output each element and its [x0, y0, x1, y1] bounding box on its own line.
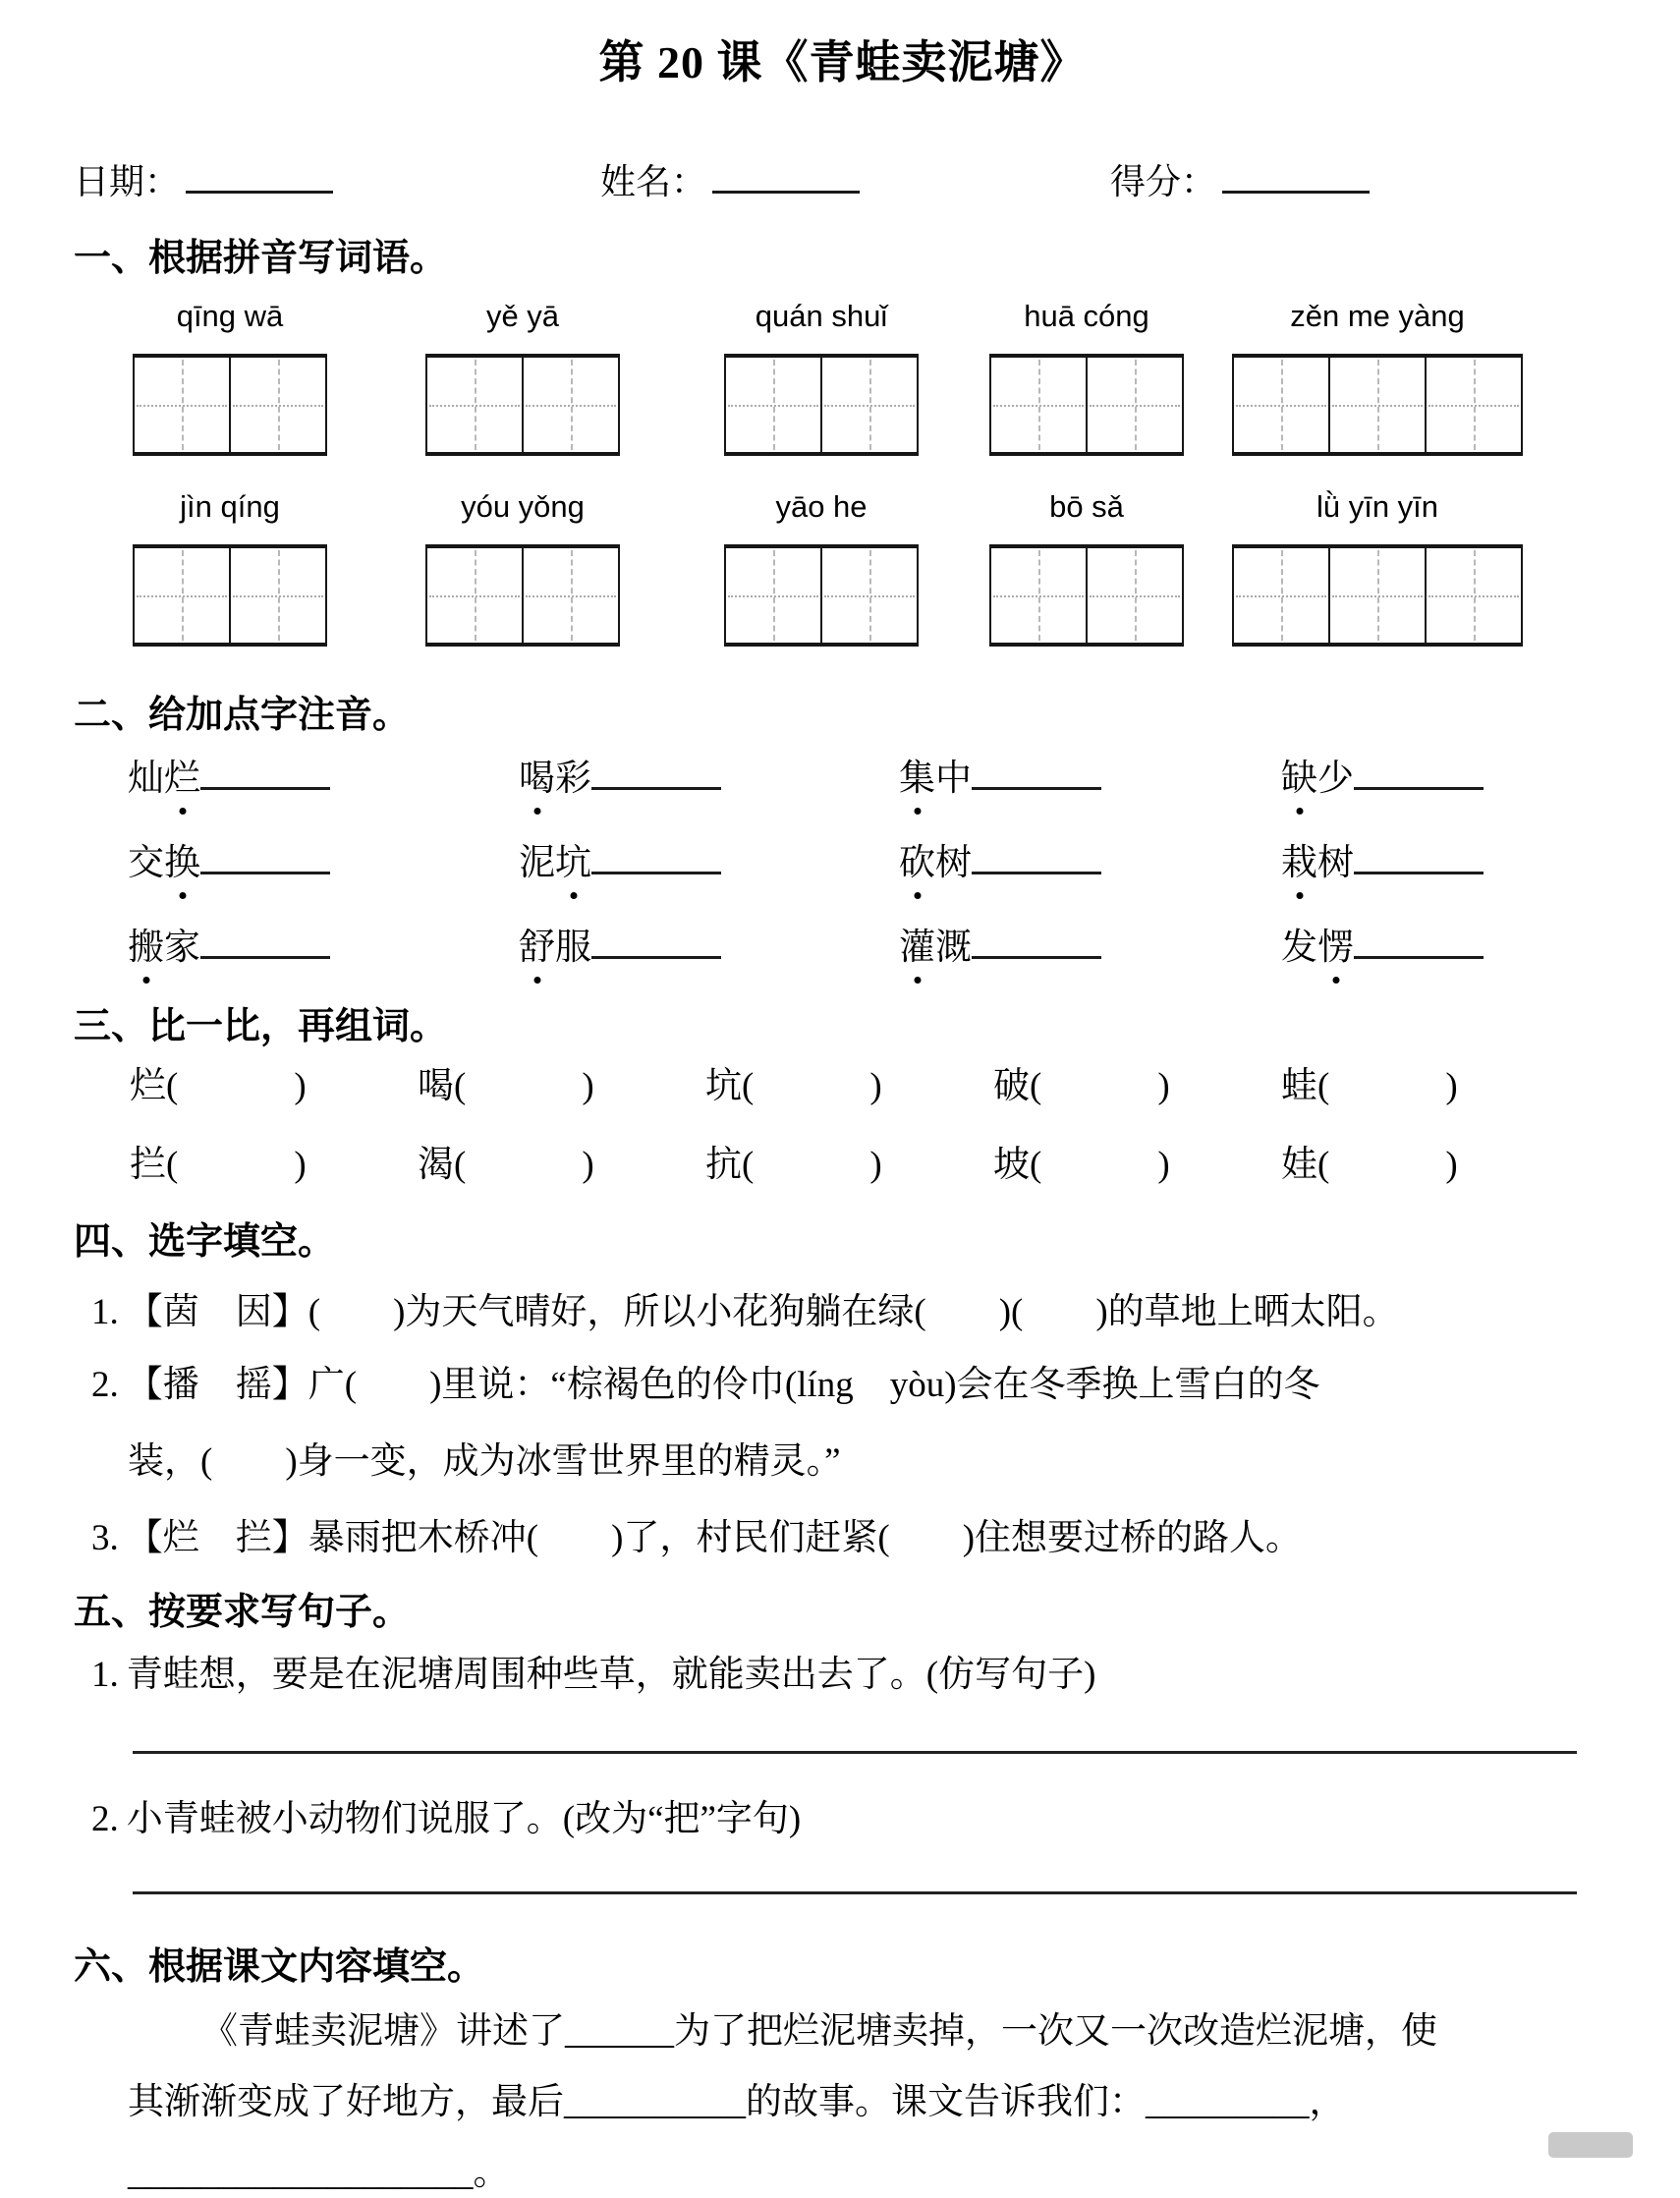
score-blank-line[interactable] — [1222, 153, 1370, 194]
choice-brackets: 【茵 因】 — [126, 1292, 308, 1332]
word-char: 交 — [128, 843, 164, 883]
word-char: 泥 — [519, 843, 555, 883]
pinyin-label: qīng wā — [176, 299, 284, 333]
paren-close: ) — [582, 1066, 594, 1106]
compare-char: 拦 — [130, 1145, 166, 1185]
paren-close: ) — [1157, 1145, 1170, 1185]
word-block — [724, 487, 919, 647]
answer-writing-line[interactable] — [133, 1891, 1577, 1894]
dotted-char: 换 — [164, 840, 200, 887]
pinyin-answer-line[interactable] — [200, 832, 330, 874]
annotation-item — [128, 832, 519, 887]
fill-item-2-line-2 — [74, 1437, 1611, 1487]
name-label: 姓名： — [600, 162, 707, 201]
annotation-item — [899, 832, 1281, 887]
paren-open: ( — [1030, 1145, 1042, 1185]
dotted-char: 舒 — [519, 925, 555, 972]
word-char: 树 — [1317, 843, 1354, 883]
paren-close: ) — [869, 1145, 882, 1185]
compare-item — [705, 1063, 993, 1110]
dotted-char: 栽 — [1281, 840, 1317, 887]
choice-brackets: 【播 摇】 — [126, 1365, 308, 1405]
word-char: 彩 — [555, 759, 591, 799]
item-number: 1. — [91, 1655, 119, 1695]
writing-grid[interactable] — [989, 354, 1184, 456]
annotation-item — [519, 748, 899, 803]
pinyin-label: zěn me yàng — [1290, 299, 1465, 333]
compare-char: 娃 — [1281, 1145, 1317, 1185]
writing-grid[interactable] — [133, 354, 327, 456]
section5-heading: 五、按要求写句子。 — [74, 1592, 411, 1633]
word-block — [133, 297, 327, 456]
dotted-char: 缺 — [1281, 756, 1317, 803]
writing-grid[interactable] — [989, 544, 1184, 647]
section2-heading: 二、给加点字注音。 — [74, 695, 411, 736]
item-number: 2. — [91, 1365, 119, 1405]
tianzige-cell[interactable] — [820, 358, 917, 452]
word-block — [425, 487, 620, 647]
pinyin-label: huā cóng — [1024, 299, 1149, 333]
paren-close: ) — [294, 1066, 307, 1106]
tianzige-cell[interactable] — [1234, 358, 1328, 452]
section3-heading: 三、比一比，再组词。 — [74, 1006, 448, 1047]
sentence-item-1 — [74, 1651, 1611, 1700]
fill-item-2-line-1 — [74, 1361, 1611, 1410]
word-block — [989, 297, 1184, 456]
pinyin-answer-line[interactable] — [591, 917, 721, 959]
section1-heading: 一、根据拼音写词语。 — [74, 238, 448, 279]
dotted-char: 灌 — [899, 925, 935, 972]
dotted-char: 烂 — [164, 756, 200, 803]
paren-open: ( — [454, 1066, 467, 1106]
tianzige-cell[interactable] — [229, 548, 325, 643]
tianzige-cell[interactable] — [1328, 358, 1425, 452]
tianzige-cell[interactable] — [991, 358, 1086, 452]
compare-item — [130, 1063, 418, 1110]
compare-char: 坑 — [705, 1066, 742, 1106]
dotted-char: 坑 — [555, 840, 591, 887]
pinyin-answer-line[interactable] — [200, 748, 330, 790]
item-number: 2. — [91, 1799, 119, 1839]
date-field — [74, 153, 333, 205]
paren-open: ( — [166, 1066, 179, 1106]
pinyin-answer-line[interactable] — [1354, 748, 1484, 790]
compare-char: 烂 — [130, 1066, 166, 1106]
paren-close: ) — [1445, 1066, 1458, 1106]
compare-char: 喝 — [418, 1066, 454, 1106]
date-label: 日期： — [74, 162, 181, 201]
fill-item-3 — [74, 1514, 1611, 1563]
dotted-char: 砍 — [899, 840, 935, 887]
word-char: 中 — [935, 759, 972, 799]
header-row — [74, 153, 1611, 205]
item-number: 1. — [91, 1292, 119, 1332]
annotation-item — [519, 917, 899, 972]
date-blank-line[interactable] — [186, 153, 333, 194]
passage-line-2: 其渐渐变成了好地方，最后__________的故事。课文告诉我们：_________， — [128, 2082, 1346, 2122]
passage-line-3: ___________________。 — [128, 2153, 510, 2193]
word-char: 家 — [164, 928, 200, 968]
annotation-item — [899, 748, 1281, 803]
name-field — [600, 153, 860, 205]
item-text: 广( )里说：“棕褐色的伶巾(líng yòu)会在冬季换上雪白的冬 — [308, 1365, 1320, 1405]
item-text: 小青蛙被小动物们说服了。(改为“把”字句) — [126, 1799, 802, 1839]
item-number: 3. — [91, 1518, 119, 1558]
pinyin-answer-line[interactable] — [1354, 917, 1484, 959]
word-block — [425, 297, 620, 456]
pinyin-label: quán shuǐ — [755, 299, 888, 333]
compare-words-grid — [74, 1063, 1611, 1189]
compare-char: 抗 — [705, 1145, 742, 1185]
tianzige-cell[interactable] — [1425, 548, 1521, 643]
compare-item — [418, 1142, 705, 1189]
tianzige-cell[interactable] — [427, 358, 522, 452]
annotation-item — [1281, 832, 1611, 887]
pinyin-label: yāo he — [775, 489, 868, 524]
name-blank-line[interactable] — [712, 153, 860, 194]
writing-grid[interactable] — [425, 544, 620, 647]
paren-open: ( — [166, 1145, 179, 1185]
paren-open: ( — [1317, 1145, 1330, 1185]
word-char: 树 — [935, 843, 972, 883]
annotation-item — [128, 748, 519, 803]
tianzige-cell[interactable] — [1328, 548, 1425, 643]
choice-brackets: 【烂 拦】 — [126, 1518, 308, 1558]
tianzige-cell[interactable] — [427, 548, 522, 643]
dotted-char: 搬 — [128, 925, 164, 972]
paren-open: ( — [1317, 1066, 1330, 1106]
compare-char: 蛙 — [1281, 1066, 1317, 1106]
fill-item-1 — [74, 1288, 1611, 1337]
word-block — [1232, 297, 1523, 456]
annotation-words-grid — [74, 748, 1611, 972]
page-title: 第 20 课《青蛙卖泥塘》 — [598, 37, 1087, 87]
pinyin-answer-line[interactable] — [972, 748, 1101, 790]
writing-grid[interactable] — [1232, 544, 1523, 647]
compare-item — [418, 1063, 705, 1110]
annotation-item — [128, 917, 519, 972]
compare-char: 坡 — [993, 1145, 1030, 1185]
pinyin-label: yóu yǒng — [461, 489, 585, 524]
word-block — [724, 297, 919, 456]
compare-item — [993, 1142, 1281, 1189]
writing-grid[interactable] — [724, 544, 919, 647]
tianzige-cell[interactable] — [1086, 358, 1182, 452]
tianzige-cell[interactable] — [991, 548, 1086, 643]
paren-open: ( — [742, 1066, 755, 1106]
pinyin-words-row-1 — [74, 297, 1611, 456]
score-label: 得分： — [1110, 162, 1217, 201]
item-text: 青蛙想，要是在泥塘周围种些草，就能卖出去了。(仿写句子) — [126, 1655, 1096, 1695]
tianzige-cell[interactable] — [522, 548, 618, 643]
pinyin-answer-line[interactable] — [972, 832, 1101, 874]
tianzige-cell[interactable] — [726, 358, 820, 452]
pinyin-answer-line[interactable] — [972, 917, 1101, 959]
compare-item — [705, 1142, 993, 1189]
section6-heading: 六、根据课文内容填空。 — [74, 1946, 485, 1988]
paren-close: ) — [1445, 1145, 1458, 1185]
pinyin-answer-line[interactable] — [200, 917, 330, 959]
word-block — [989, 487, 1184, 647]
tianzige-cell[interactable] — [726, 548, 820, 643]
pinyin-label: bō sǎ — [1049, 489, 1124, 524]
compare-item — [1281, 1063, 1569, 1110]
dotted-char: 集 — [899, 756, 935, 803]
paren-open: ( — [742, 1145, 755, 1185]
answer-writing-line[interactable] — [133, 1751, 1577, 1754]
writing-grid[interactable] — [425, 354, 620, 456]
tianzige-cell[interactable] — [522, 358, 618, 452]
paren-open: ( — [454, 1145, 467, 1185]
paren-open: ( — [1030, 1066, 1042, 1106]
tianzige-cell[interactable] — [1425, 358, 1521, 452]
paren-close: ) — [582, 1145, 594, 1185]
annotation-item — [1281, 917, 1611, 972]
word-char: 服 — [555, 928, 591, 968]
compare-item — [993, 1063, 1281, 1110]
compare-item — [1281, 1142, 1569, 1189]
tianzige-cell[interactable] — [820, 548, 917, 643]
compare-item — [130, 1142, 418, 1189]
score-field — [1110, 153, 1370, 205]
pinyin-label: jìn qíng — [180, 489, 280, 524]
compare-char: 破 — [993, 1066, 1030, 1106]
item-text: 暴雨把木桥冲( )了，村民们赶紧( )住想要过桥的路人。 — [308, 1518, 1303, 1558]
paren-close: ) — [869, 1066, 882, 1106]
word-block — [1232, 487, 1523, 647]
word-char: 少 — [1317, 759, 1354, 799]
writing-grid[interactable] — [133, 544, 327, 647]
tianzige-cell[interactable] — [135, 548, 229, 643]
annotation-item — [519, 832, 899, 887]
pinyin-label: lǜ yīn yīn — [1316, 489, 1439, 524]
pinyin-label: yě yā — [485, 299, 560, 333]
tianzige-cell[interactable] — [135, 358, 229, 452]
annotation-item — [899, 917, 1281, 972]
word-char: 灿 — [128, 759, 164, 799]
tianzige-cell[interactable] — [229, 358, 325, 452]
word-char: 溉 — [935, 928, 972, 968]
writing-grid[interactable] — [1232, 354, 1523, 456]
passage-line-1: 《青蛙卖泥塘》讲述了______为了把烂泥塘卖掉，一次又一次改造烂泥塘，使 — [201, 2011, 1437, 2052]
item-text: ( )为天气晴好，所以小花狗躺在绿( )( )的草地上晒太阳。 — [308, 1292, 1399, 1332]
writing-grid[interactable] — [724, 354, 919, 456]
section4-heading: 四、选字填空。 — [74, 1221, 336, 1263]
item-text: 装，( )身一变，成为冰雪世界里的精灵。” — [128, 1441, 841, 1482]
sentence-item-2 — [74, 1795, 1611, 1844]
paren-close: ) — [294, 1145, 307, 1185]
word-block — [133, 487, 327, 647]
annotation-item — [1281, 748, 1611, 803]
word-char: 发 — [1281, 928, 1317, 968]
dotted-char: 愣 — [1317, 925, 1354, 972]
pinyin-answer-line[interactable] — [1354, 832, 1484, 874]
pinyin-answer-line[interactable] — [591, 748, 721, 790]
compare-char: 渴 — [418, 1145, 454, 1185]
pinyin-words-row-2 — [74, 487, 1611, 647]
pinyin-answer-line[interactable] — [591, 832, 721, 874]
paren-close: ) — [1157, 1066, 1170, 1106]
bottom-right-artifact — [1548, 2132, 1633, 2158]
tianzige-cell[interactable] — [1086, 548, 1182, 643]
tianzige-cell[interactable] — [1234, 548, 1328, 643]
dotted-char: 喝 — [519, 756, 555, 803]
